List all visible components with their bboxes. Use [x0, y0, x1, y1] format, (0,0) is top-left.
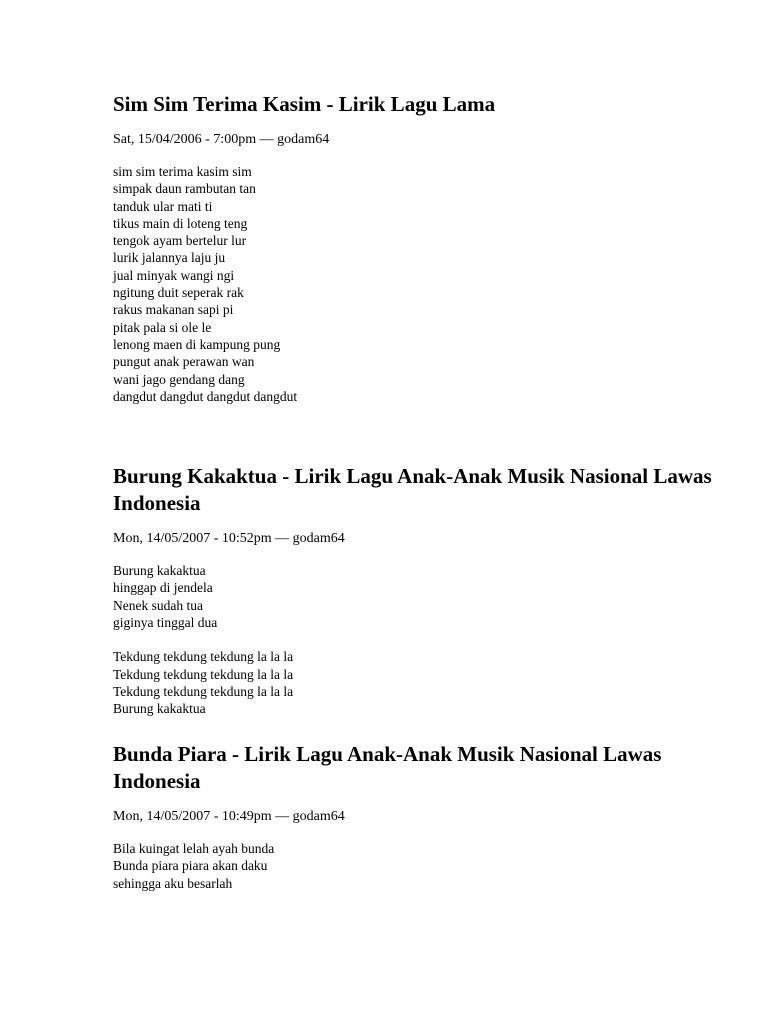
- meta-separator: —: [259, 132, 274, 147]
- post-date: Mon, 14/05/2007 - 10:49pm: [113, 809, 272, 824]
- lyric-line: tengok ayam bertelur lur: [113, 233, 247, 249]
- lyric-line: pitak pala si ole le: [113, 319, 212, 335]
- post-meta: [113, 131, 733, 148]
- stanza: [113, 562, 733, 631]
- lyric-line: sehingga aku besarlah: [113, 875, 233, 891]
- post-author[interactable]: godam64: [292, 531, 345, 546]
- post-author[interactable]: godam64: [277, 132, 330, 147]
- lyric-line: simpak daun rambutan tan: [113, 181, 256, 197]
- post-date: Mon, 14/05/2007 - 10:52pm: [113, 531, 272, 546]
- lyric-line: tanduk ular mati ti: [113, 198, 213, 214]
- post: [113, 91, 733, 405]
- post-title[interactable]: Bunda Piara - Lirik Lagu Anak-Anak Musik Nasional Lawas Indonesia: [113, 742, 662, 793]
- stanza: [113, 648, 733, 717]
- lyric-line: lurik jalannya laju ju: [113, 250, 226, 266]
- lyric-line: Tekdung tekdung tekdung la la la: [113, 684, 294, 700]
- lyric-line: jual minyak wangi ngi: [113, 267, 235, 283]
- lyric-line: Nenek sudah tua: [113, 597, 203, 613]
- lyric-line: dangdut dangdut dangdut dangdut: [113, 388, 298, 404]
- lyric-line: ngitung duit seperak rak: [113, 285, 244, 301]
- lyrics: [113, 562, 733, 718]
- lyric-line: Burung kakaktua: [113, 563, 206, 578]
- lyric-line: tikus main di loteng teng: [113, 215, 248, 231]
- lyrics: [113, 840, 733, 892]
- lyrics: [113, 163, 733, 405]
- post-date: Sat, 15/04/2006 - 7:00pm: [113, 132, 257, 147]
- meta-separator: —: [275, 531, 290, 546]
- lyric-line: Tekdung tekdung tekdung la la la: [113, 649, 294, 665]
- lyric-line: pungut anak perawan wan: [113, 354, 255, 370]
- post-author[interactable]: godam64: [292, 809, 345, 824]
- post-title[interactable]: Burung Kakaktua - Lirik Lagu Anak-Anak Musik Nasional Lawas Indonesia: [113, 464, 712, 515]
- lyric-line: sim sim terima kasim sim: [113, 164, 252, 179]
- lyric-line: hinggap di jendela: [113, 580, 213, 596]
- lyric-line: lenong maen di kampung pung: [113, 336, 281, 352]
- lyric-line: Burung kakaktua: [113, 701, 206, 717]
- post: [113, 741, 733, 892]
- meta-separator: —: [275, 809, 290, 824]
- stanza: [113, 163, 733, 405]
- lyric-line: Bila kuingat lelah ayah bunda: [113, 841, 275, 856]
- post-meta: [113, 808, 733, 825]
- lyric-line: giginya tinggal dua: [113, 614, 218, 630]
- stanza: [113, 840, 733, 892]
- lyric-line: wani jago gendang dang: [113, 371, 245, 387]
- post-title[interactable]: Sim Sim Terima Kasim - Lirik Lagu Lama: [113, 92, 496, 116]
- lyric-line: rakus makanan sapi pi: [113, 302, 234, 318]
- post-meta: [113, 530, 733, 547]
- lyric-line: Bunda piara piara akan daku: [113, 858, 268, 874]
- post: [113, 463, 733, 718]
- lyric-line: Tekdung tekdung tekdung la la la: [113, 666, 294, 682]
